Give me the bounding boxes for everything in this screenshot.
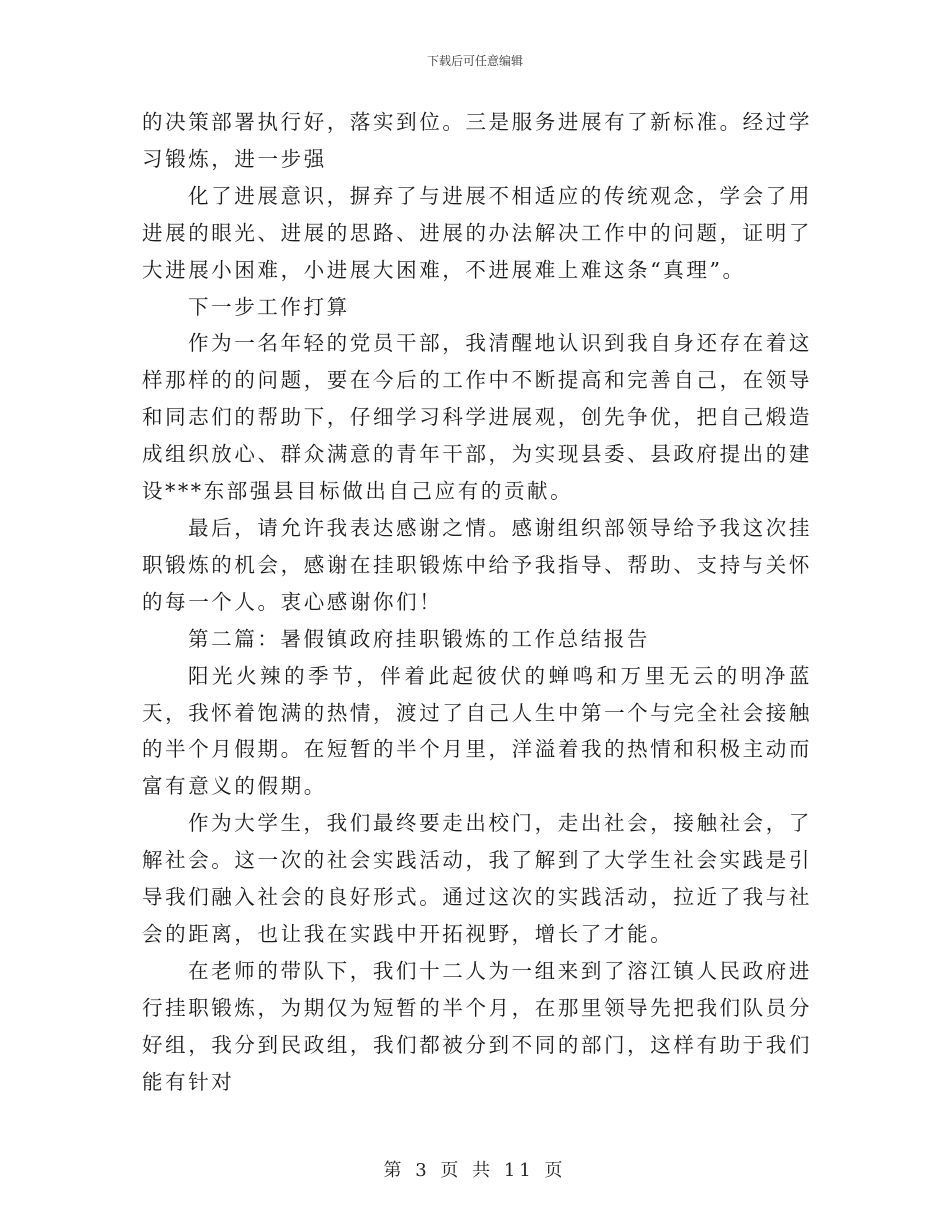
page-header-note: 下载后可任意编辑 bbox=[426, 54, 523, 68]
page-number: 第 3 页 共 11 页 bbox=[383, 1160, 567, 1181]
paragraph: 最后，请允许我表达感谢之情。感谢组织部领导给予我这次挂职锻炼的机会，感谢在挂职锻炼中给予我指导、帮助、支持与关怀的每一个人。衷心感谢你们！ bbox=[142, 515, 812, 614]
section-heading: 下一步工作打算 bbox=[188, 294, 350, 319]
document-body bbox=[142, 104, 812, 1100]
paragraph: 化了进展意识，摒弃了与进展不相适应的传统观念，学会了用进展的眼光、进展的思路、进展的办法解决工作中的问题，证明了大进展小困难，小进展大困难，不进展难上难这条“真理”。 bbox=[142, 183, 812, 282]
paragraph: 阳光火辣的季节，伴着此起彼伏的蝉鸣和万里无云的明净蓝天，我怀着饱满的热情，渡过了自己人生中第一个与完全社会接触的半个月假期。在短暂的半个月里，洋溢着我的热情和积极主动而富有意义的假期。 bbox=[142, 663, 812, 799]
paragraph: 作为一名年轻的党员干部，我清醒地认识到我自身还存在着这样那样的的问题，要在今后的工作中不断提高和完善自己，在领导和同志们的帮助下，仔细学习科学进展观，创先争优，把自己煅造成组织放心、群众满意的青年干部，为实现县委、县政府提出的建设***东部强县目标做出自己应有的贡献。 bbox=[142, 331, 812, 504]
paragraph: 的决策部署执行好，落实到位。三是服务进展有了新标准。经过学习锻炼，进一步强 bbox=[142, 110, 812, 171]
section-heading: 第二篇：暑假镇政府挂职锻炼的工作总结报告 bbox=[188, 626, 650, 651]
paragraph: 作为大学生，我们最终要走出校门，走出社会，接触社会，了解社会。这一次的社会实践活动，我了解到了大学生社会实践是引导我们融入社会的良好形式。通过这次的实践活动，拉近了我与社会的距离，也让我在实践中开拓视野，增长了才能。 bbox=[142, 811, 812, 946]
paragraph: 在老师的带队下，我们十二人为一组来到了溶江镇人民政府进行挂职锻炼，为期仅为短暂的半个月，在那里领导先把我们队员分好组，我分到民政组，我们都被分到不同的部门，这样有助于我们能有针对 bbox=[142, 958, 812, 1094]
